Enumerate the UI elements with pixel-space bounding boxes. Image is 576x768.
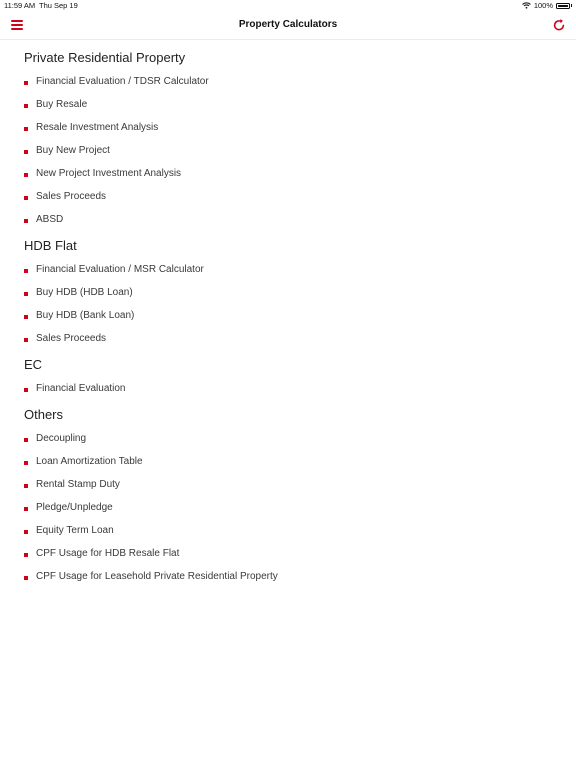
- page-title: Property Calculators: [238, 19, 338, 30]
- calculator-list-item[interactable]: [0, 383, 576, 399]
- nav-bar: [0, 12, 576, 40]
- battery-tip: [571, 4, 572, 7]
- bullet-icon: [24, 269, 28, 273]
- section-title: Private Residential Property: [24, 50, 186, 65]
- bullet-icon: [24, 150, 28, 154]
- list-item-label: Loan Amortization Table: [36, 456, 143, 467]
- bullet-icon: [24, 484, 28, 488]
- list-item-label: Resale Investment Analysis: [36, 122, 159, 133]
- bullet-icon: [24, 438, 28, 442]
- calculator-list-item[interactable]: [0, 571, 576, 587]
- list-item-label: CPF Usage for Leasehold Private Residential Property: [36, 571, 278, 582]
- calculator-list-item[interactable]: [0, 433, 576, 449]
- calculator-list-item[interactable]: [0, 548, 576, 564]
- list-item-label: Buy HDB (HDB Loan): [36, 287, 133, 298]
- bullet-icon: [24, 576, 28, 580]
- bullet-icon: [24, 196, 28, 200]
- list-item-label: Sales Proceeds: [36, 333, 107, 344]
- calculator-list-item[interactable]: [0, 168, 576, 184]
- refresh-icon[interactable]: [552, 18, 566, 32]
- list-item-label: ABSD: [36, 214, 64, 225]
- calculator-list-item[interactable]: [0, 76, 576, 92]
- bullet-icon: [24, 507, 28, 511]
- status-right-group: [522, 1, 572, 10]
- list-item-label: Buy Resale: [36, 99, 88, 110]
- bullet-icon: [24, 81, 28, 85]
- bullet-icon: [24, 338, 28, 342]
- list-item-label: Decoupling: [36, 433, 87, 444]
- section-title: Others: [24, 407, 64, 422]
- bullet-icon: [24, 315, 28, 319]
- list-item-label: Buy New Project: [36, 145, 110, 156]
- battery-fill: [558, 5, 568, 7]
- calculator-list-item[interactable]: [0, 502, 576, 518]
- section-title: HDB Flat: [24, 238, 77, 253]
- calculator-list-item[interactable]: [0, 333, 576, 349]
- calculator-list-item[interactable]: [0, 145, 576, 161]
- bullet-icon: [24, 104, 28, 108]
- calculator-list-item[interactable]: [0, 456, 576, 472]
- bullet-icon: [24, 219, 28, 223]
- list-item-label: CPF Usage for HDB Resale Flat: [36, 548, 180, 559]
- bullet-icon: [24, 173, 28, 177]
- calculator-list-item[interactable]: [0, 99, 576, 115]
- bullet-icon: [24, 292, 28, 296]
- bullet-icon: [24, 127, 28, 131]
- list-item-label: Sales Proceeds: [36, 191, 107, 202]
- bullet-icon: [24, 461, 28, 465]
- list-item-label: Rental Stamp Duty: [36, 479, 120, 490]
- list-item-label: Financial Evaluation / TDSR Calculator: [36, 76, 209, 87]
- wifi-icon: [522, 2, 531, 9]
- section-title: EC: [24, 357, 43, 372]
- calculator-list-item[interactable]: [0, 122, 576, 138]
- list-item-label: Financial Evaluation / MSR Calculator: [36, 264, 204, 275]
- list-item-label: Buy HDB (Bank Loan): [36, 310, 135, 321]
- bullet-icon: [24, 553, 28, 557]
- bullet-icon: [24, 388, 28, 392]
- list-item-label: Financial Evaluation: [36, 383, 126, 394]
- list-item-label: Equity Term Loan: [36, 525, 114, 536]
- list-item-label: Pledge/Unpledge: [36, 502, 113, 513]
- calculator-list-item[interactable]: [0, 287, 576, 303]
- list-item-label: New Project Investment Analysis: [36, 168, 182, 179]
- status-date: Thu Sep 19: [39, 1, 78, 10]
- calculator-list-item[interactable]: [0, 264, 576, 280]
- battery-percent: 100%: [533, 1, 553, 10]
- calculator-list-item[interactable]: [0, 310, 576, 326]
- calculator-list-item[interactable]: [0, 525, 576, 541]
- calculator-list-item[interactable]: [0, 479, 576, 495]
- status-bar: [0, 0, 576, 12]
- status-time: 11:59 AM: [4, 1, 36, 10]
- calculator-list-item[interactable]: [0, 214, 576, 230]
- bullet-icon: [24, 530, 28, 534]
- calculator-list-item[interactable]: [0, 191, 576, 207]
- battery-icon: [556, 3, 570, 9]
